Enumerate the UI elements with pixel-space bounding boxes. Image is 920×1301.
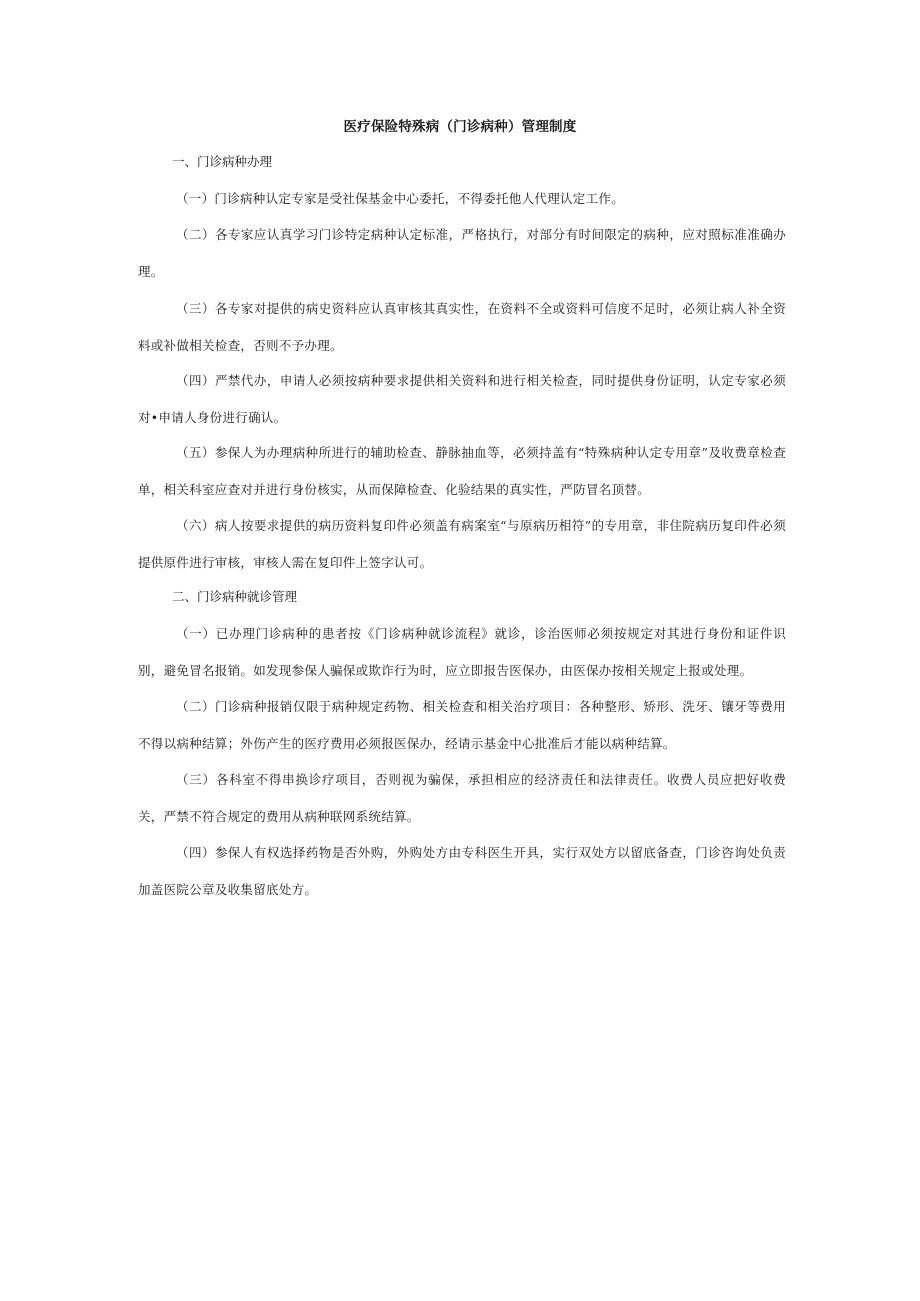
paragraph-2-3: （三）各科室不得串换诊疗项目，否则视为骗保，承担相应的经济责任和法律责任。收费人员应把好收费关，严禁不符合规定的费用从病种联网系统结算。 xyxy=(138,772,786,824)
paragraph-1-1: （一）门诊病种认定专家是受社保基金中心委托，不得委托他人代理认定工作。 xyxy=(176,191,625,206)
section-heading-2: 二、门诊病种就诊管理 xyxy=(172,589,298,604)
paragraph-1-2: （二）各专家应认真学习门诊特定病种认定标准，严格执行，对部分有时间限定的病种，应对照标准准确办理。 xyxy=(138,227,786,279)
paragraph-2-2: （二）门诊病种报销仅限于病种规定药物、相关检查和相关治疗项目：各种整形、矫形、洗牙、镶牙等费用不得以病种结算；外伤产生的医疗费用必须报医保办，经请示基金中心批准后才能以病种结算。 xyxy=(138,699,786,751)
document-title: 医疗保险特殊病（门诊病种）管理制度 xyxy=(343,119,577,135)
paragraph-2-4: （四）参保人有权选择药物是否外购，外购处方由专科医生开具，实行双处方以留底备查，门诊咨询处负责加盖医院公章及收集留底处方。 xyxy=(138,845,786,897)
paragraph-1-4: （四）严禁代办，申请人必须按病种要求提供相关资料和进行相关检查，同时提供身份证明，认定专家必须对•申请人身份进行确认。 xyxy=(138,373,786,425)
paragraph-1-6: （六）病人按要求提供的病历资料复印件必须盖有病案室“与原病历相符”的专用章，非住院病历复印件必须提供原件进行审核，审核人需在复印件上签字认可。 xyxy=(138,518,786,570)
paragraph-2-1: （一）已办理门诊病种的患者按《门诊病种就诊流程》就诊，诊治医师必须按规定对其进行身份和证件识别，避免冒名报销。如发现参保人骗保或欺诈行为时，应立即报告医保办，由医保办按相关规定上报或处理。 xyxy=(138,626,786,678)
paragraph-1-3: （三）各专家对提供的病史资料应认真审核其真实性，在资料不全或资料可信度不足时，必须让病人补全资料或补做相关检查，否则不予办理。 xyxy=(138,301,786,353)
paragraph-1-5: （五）参保人为办理病种所进行的辅助检查、静脉抽血等，必须持盖有“特殊病种认定专用章”及收费章检查单，相关科室应查对并进行身份核实，从而保障检查、化验结果的真实性，严防冒名顶替。 xyxy=(138,445,786,497)
section-heading-1: 一、门诊病种办理 xyxy=(172,154,273,169)
